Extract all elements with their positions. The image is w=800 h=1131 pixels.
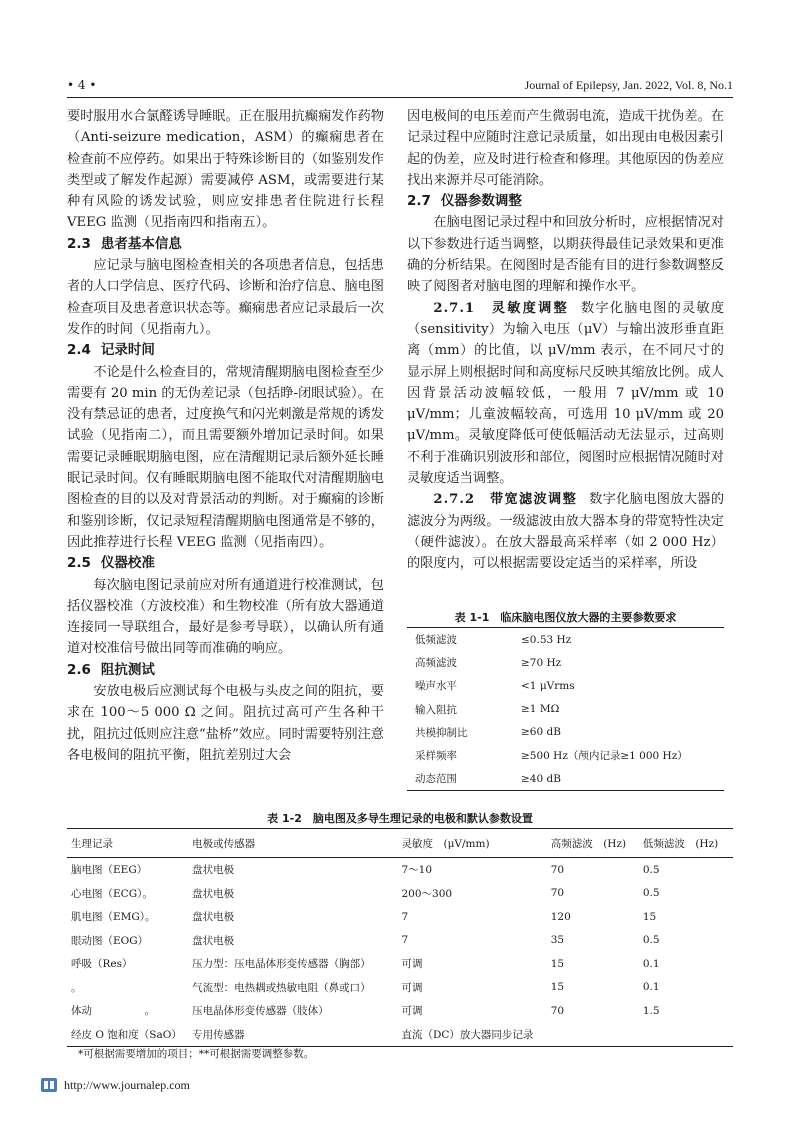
table-row	[407, 698, 724, 721]
table-cell: 专用传感器	[192, 1028, 245, 1041]
table-cell: 70	[550, 863, 565, 876]
table-row	[67, 882, 733, 906]
paragraph: 在脑电图记录过程中和回放分析时，应根据情况对以下参数进行适当调整，以期获得最佳记录效果和更准确的分析结果。在阅图时是否能有目的进行参数调整反映了阅图者对脑电图的理解和操作水平。	[407, 215, 724, 295]
table-cell	[639, 1023, 733, 1047]
table-cell: 共模抑制比	[415, 726, 468, 739]
table-note: *可根据需要增加的项目；**可根据需要调整参数。	[78, 1048, 315, 1060]
table-1-caption: 表 1-1 临床脑电图仪放大器的主要参数要求	[454, 611, 677, 624]
page-number: • 4 •	[67, 78, 97, 92]
table-cell: 眼动图（EOG）	[71, 934, 149, 947]
section-heading-2-7: 2.7 仪器参数调整	[407, 193, 522, 210]
table-row	[67, 976, 733, 1000]
table-cell: 70	[550, 1004, 565, 1017]
table-cell: 200～300	[401, 887, 453, 900]
paragraph: 应记录与脑电图检查相关的各项患者信息，包括患者的人口学信息、医疗代码、诊断和治疗信息、脑电图检查项目及患者意识状态等。癫痫患者应记录最后一次发作的时间（见指南九）。	[67, 258, 384, 337]
table-cell: 高频滤波	[415, 657, 457, 670]
subsection-heading: 2.7.2 带宽滤波调整	[433, 492, 578, 508]
table-cell: 7	[401, 910, 409, 923]
table-cell: 呼吸（Res）	[71, 958, 133, 971]
table-cell: ≥60 dB	[521, 726, 561, 739]
table-row	[407, 744, 724, 767]
table-cell: 动态范围	[415, 773, 457, 786]
table-cell: 输入阻抗	[415, 703, 457, 716]
table-cell: 15	[550, 957, 565, 970]
paragraph: 不论是什么检查目的，常规清醒期脑电图检查至少需要有 20 min 的无伪差记录（包括睁-闭眼试验）。在没有禁忌证的患者，过度换气和闪光刺激是常规的诱发试验（见指南二），而且需要额外增加记录时间。如果需要记录睡眠期脑电图，应在清醒期记录后额外延长睡眠记录时间。仅有睡眠期脑电图不能取代对清醒期脑电图检查的目的以及对背景活动的判断。对于癫痫的诊断和鉴别诊断，仅记录短程清醒期脑电图通常是不够的，因此推荐进行长程 VEEG 监测（见指南四）。	[67, 364, 384, 550]
paragraph: 要时服用水合氯醛诱导睡眠。正在服用抗癫痫发作药物（Anti-seizure medication，ASM）的癫痫患者在检查前不应停药。如果出于特殊诊断目的（如鉴别发作类型或了解发作起源）需要减停 ASM，或需要进行某种有风险的诱发试验，则应安排患者住院进行长程 VEEG 监测（见指南四和指南五）。	[67, 109, 384, 231]
table-cell: <1 μVrms	[521, 679, 575, 692]
column-header: 灵敏度 (μV/mm)	[397, 829, 546, 858]
table-row	[67, 905, 733, 929]
table-cell: 肌电图（EMG）。	[71, 911, 156, 924]
table-cell: 采样频率	[415, 750, 457, 763]
section-heading-2-3: 2.3 患者基本信息	[67, 235, 182, 252]
paragraph: 安放电极后应测试每个电极与头皮之间的阻抗，要求在 100～5 000 Ω 之间。阻抗过高可产生各种干扰，阻抗过低则应注意“盐桥”效应。同时需要特别注意各电极间的阻抗平衡，阻抗差别过大会	[67, 684, 384, 763]
table-cell: 70	[550, 887, 565, 900]
column-header: 电极或传感器	[188, 829, 397, 858]
table-cell: 7～10	[401, 864, 433, 877]
table-cell: ≥40 dB	[521, 772, 561, 785]
paragraph: 每次脑电图记录前应对所有通道进行校准测试，包括仪器校准（方波校准）和生物校准（所有放大器通道连接同一导联组合，最好是参考导联），以确认所有通道对校准信号做出同等而准确的响应。	[67, 577, 384, 657]
left-column	[67, 106, 384, 766]
table-cell: 15	[550, 981, 565, 994]
table-cell: ≥1 MΩ	[521, 703, 560, 716]
table-cell: 15	[642, 910, 657, 923]
table-cell: 0.1	[642, 957, 660, 970]
section-heading-2-5: 2.5 仪器校准	[67, 555, 155, 572]
journal-url[interactable]: http://www.journalep.com	[64, 1077, 190, 1092]
table-2-caption: 表 1-2 脑电图及多导生理记录的电极和默认参数设置	[267, 812, 533, 825]
table-cell: 0.5	[642, 863, 660, 876]
table-cell: 直流（DC）放大器同步记录	[401, 1028, 534, 1041]
table-cell: 可调	[401, 958, 423, 971]
table-1	[407, 627, 724, 791]
subsection-2-7-1: 2.7.1 灵敏度调整 数字化脑电图的灵敏度（sensitivity）为输入电压（μV）与输出波形垂直距离（mm）的比值，以 μV/mm 表示，在不同尺寸的显示屏上则根据时间和高度标尺反映其缩放比例。成人因背景活动波幅较低，一般用 7 μV/mm 或 10 μV/mm；儿童波幅较高，可选用 10 μV/mm 或 20 μV/mm。灵敏度降低可使低幅活动无法显示，过高则不利于准确识别波形和部位，阅图时应根据情况随时对灵敏度适当调整。	[407, 300, 725, 487]
table-row	[407, 674, 724, 697]
table-2	[67, 828, 733, 1047]
table-cell: 120	[550, 910, 571, 923]
table-cell: 低频滤波	[415, 634, 457, 647]
table-cell: 0.1	[642, 981, 660, 994]
table-cell: ≥500 Hz（颅内记录≥1 000 Hz）	[521, 750, 688, 763]
section-heading-2-6: 2.6 阻抗测试	[67, 661, 155, 678]
table-row	[407, 628, 724, 652]
table-cell: 脑电图（EEG）	[71, 864, 148, 877]
table-cell: 可调	[401, 1005, 423, 1018]
table-cell: 盘状电极	[192, 911, 235, 924]
subsection-2-7-2: 2.7.2 带宽滤波调整 数字化脑电图放大器的滤波分为两级。一级滤波由放大器本身的带宽特性决定（硬件滤波）。在放大器最高采样率（如 2 000 Hz）的限度内，可以根据需要设定适当的采样率，所设	[407, 492, 725, 572]
table-cell: ≤0.53 Hz	[521, 633, 572, 646]
section-heading-2-4: 2.4 记录时间	[67, 342, 155, 359]
running-header	[67, 78, 733, 96]
table-cell: 体动 。	[71, 1005, 155, 1018]
footer	[40, 1076, 190, 1094]
table-row	[67, 952, 733, 976]
table-cell: 噪声水平	[415, 680, 457, 693]
table-row	[407, 651, 724, 674]
table-cell: 压力型：压电晶体形变传感器（胸部）	[192, 958, 371, 971]
column-header: 生理记录	[67, 829, 188, 858]
column-header: 高频滤波 (Hz)	[547, 829, 639, 858]
table-row	[67, 858, 733, 882]
table-cell: 盘状电极	[192, 887, 235, 900]
right-column	[407, 106, 724, 575]
table-cell: 35	[550, 934, 565, 947]
table-cell: 0.5	[642, 934, 660, 947]
table-cell: 7	[401, 934, 409, 947]
subsection-heading: 2.7.1 灵敏度调整	[433, 300, 569, 316]
table-row	[67, 1023, 733, 1047]
journal-citation: Journal of Epilepsy, Jan. 2022, Vol. 8, No.1	[524, 78, 733, 92]
table-row	[407, 767, 724, 791]
table-row	[67, 929, 733, 953]
table-cell: 可调	[401, 981, 423, 994]
table-cell: 气流型：电热耦或热敏电阻（鼻或口）	[192, 981, 371, 994]
table-cell: 盘状电极	[192, 864, 235, 877]
table-cell: ≥70 Hz	[521, 656, 562, 669]
table-cell: 。	[71, 981, 82, 994]
header-rule	[67, 97, 733, 98]
journal-logo-icon	[40, 1076, 58, 1094]
table-cell	[547, 1023, 639, 1047]
column-header: 低频滤波 (Hz)	[639, 829, 733, 858]
table-cell: 1.5	[642, 1004, 660, 1017]
table-cell: 经皮 O 饱和度（SaO）	[71, 1028, 182, 1041]
table-row	[407, 721, 724, 744]
paragraph: 因电极间的电压差而产生微弱电流，造成干扰伪差。在记录过程中应随时注意记录质量，如出现由电极因素引起的伪差，应及时进行检查和修理。其他原因的伪差应找出来源并尽可能消除。	[407, 109, 724, 188]
table-cell: 压电晶体形变传感器（肢体）	[192, 1005, 329, 1018]
table-row	[67, 999, 733, 1023]
table-cell: 心电图（ECG）。	[71, 887, 153, 900]
table-cell: 0.5	[642, 887, 660, 900]
table-cell: 盘状电极	[192, 934, 235, 947]
